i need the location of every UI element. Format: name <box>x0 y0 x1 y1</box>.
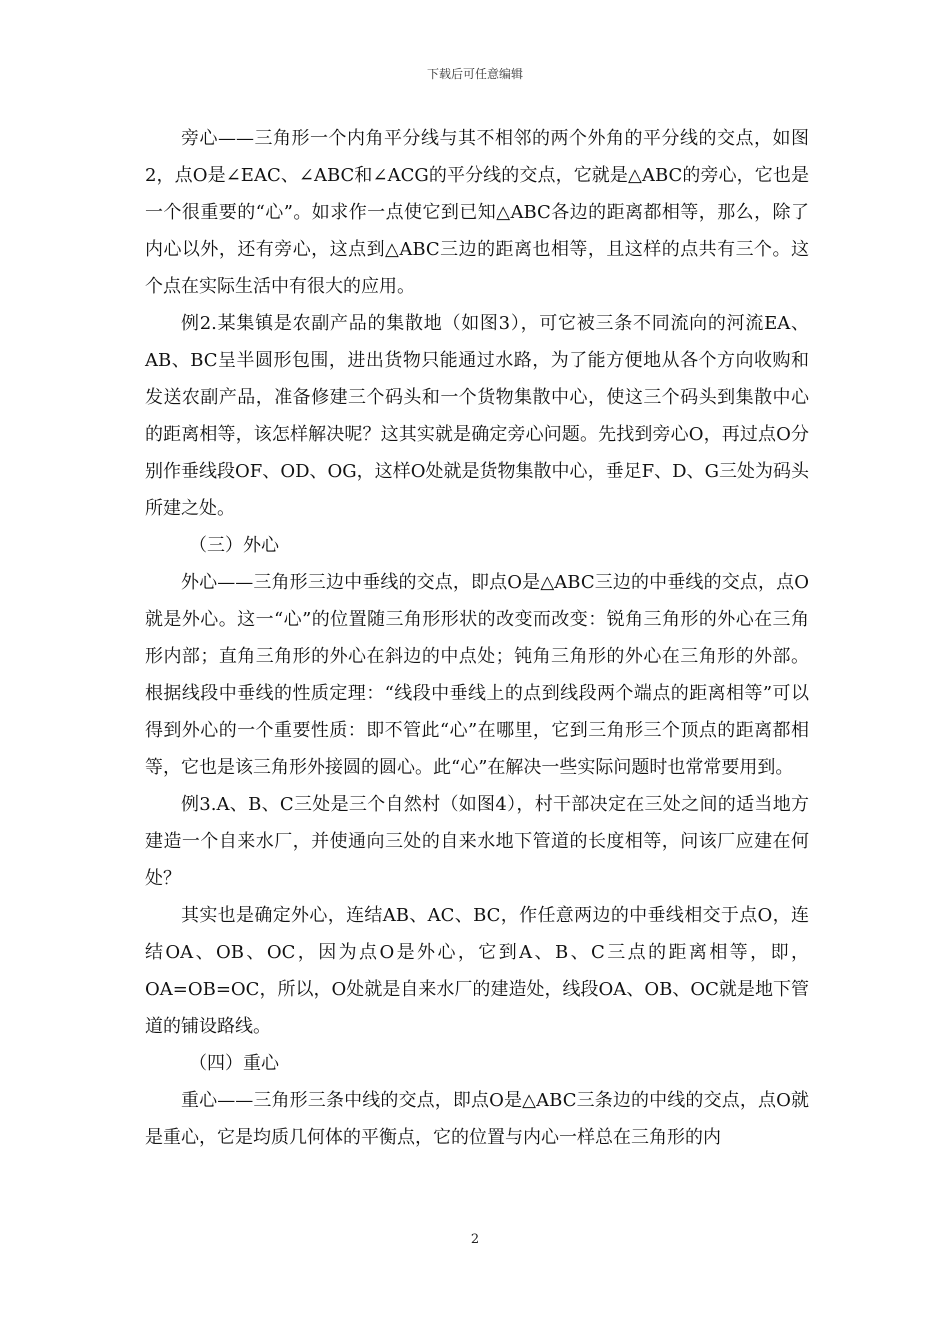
page-header: 下载后可任意编辑 <box>426 67 523 81</box>
paragraph-example-3-solution: 其实也是确定外心，连结AB、AC、BC，作任意两边的中垂线相交于点O，连结OA、OB、OC，因为点O是外心，它到A、B、C三点的距离相等，即，OA=OB=OC，所以，O处就是自来水厂的建造处，线段OA、OB、OC就是地下管道的铺设路线。 <box>145 905 809 1037</box>
section-heading-centroid: （四）重心 <box>189 1053 279 1074</box>
section-heading-circumcenter: （三）外心 <box>189 535 279 556</box>
paragraph-example-3: 例3.A、B、C三处是三个自然村（如图4），村干部决定在三处之间的适当地方建造一个自来水厂，并使通向三处的自来水地下管道的长度相等，问该厂应建在何处？ <box>145 794 809 889</box>
page-number: 2 <box>470 1232 480 1247</box>
document-body <box>145 120 809 1156</box>
paragraph-example-2: 例2.某集镇是农副产品的集散地（如图3），可它被三条不同流向的河流EA、AB、BC呈半圆形包围，进出货物只能通过水路，为了能方便地从各个方向收购和发送农副产品，准备修建三个码头和一个货物集散中心，使这三个码头到集散中心的距离相等，该怎样解决呢？这其实就是确定旁心问题。先找到旁心O，再过点O分别作垂线段OF、OD、OG，这样O处就是货物集散中心，垂足F、D、G三处为码头所建之处。 <box>145 313 809 519</box>
paragraph-excenter-definition: 旁心——三角形一个内角平分线与其不相邻的两个外角的平分线的交点，如图2，点O是∠EAC、∠ABC和∠ACG的平分线的交点，它就是△ABC的旁心，它也是一个很重要的“心”。如求作一点使它到已知△ABC各边的距离都相等，那么，除了内心以外，还有旁心，这点到△ABC三边的距离也相等，且这样的点共有三个。这个点在实际生活中有很大的应用。 <box>145 128 809 297</box>
paragraph-centroid-definition: 重心——三角形三条中线的交点，即点O是△ABC三条边的中线的交点，点O就是重心，它是均质几何体的平衡点，它的位置与内心一样总在三角形的内 <box>145 1090 809 1148</box>
paragraph-circumcenter-definition: 外心——三角形三边中垂线的交点，即点O是△ABC三边的中垂线的交点，点O就是外心。这一“心”的位置随三角形形状的改变而改变：锐角三角形的外心在三角形内部；直角三角形的外心在斜边的中点处；钝角三角形的外心在三角形的外部。根据线段中垂线的性质定理：“线段中垂线上的点到线段两个端点的距离相等”可以得到外心的一个重要性质：即不管此“心”在哪里，它到三角形三个顶点的距离都相等，它也是该三角形外接圆的圆心。此“心”在解决一些实际问题时也常常要用到。 <box>145 572 809 778</box>
